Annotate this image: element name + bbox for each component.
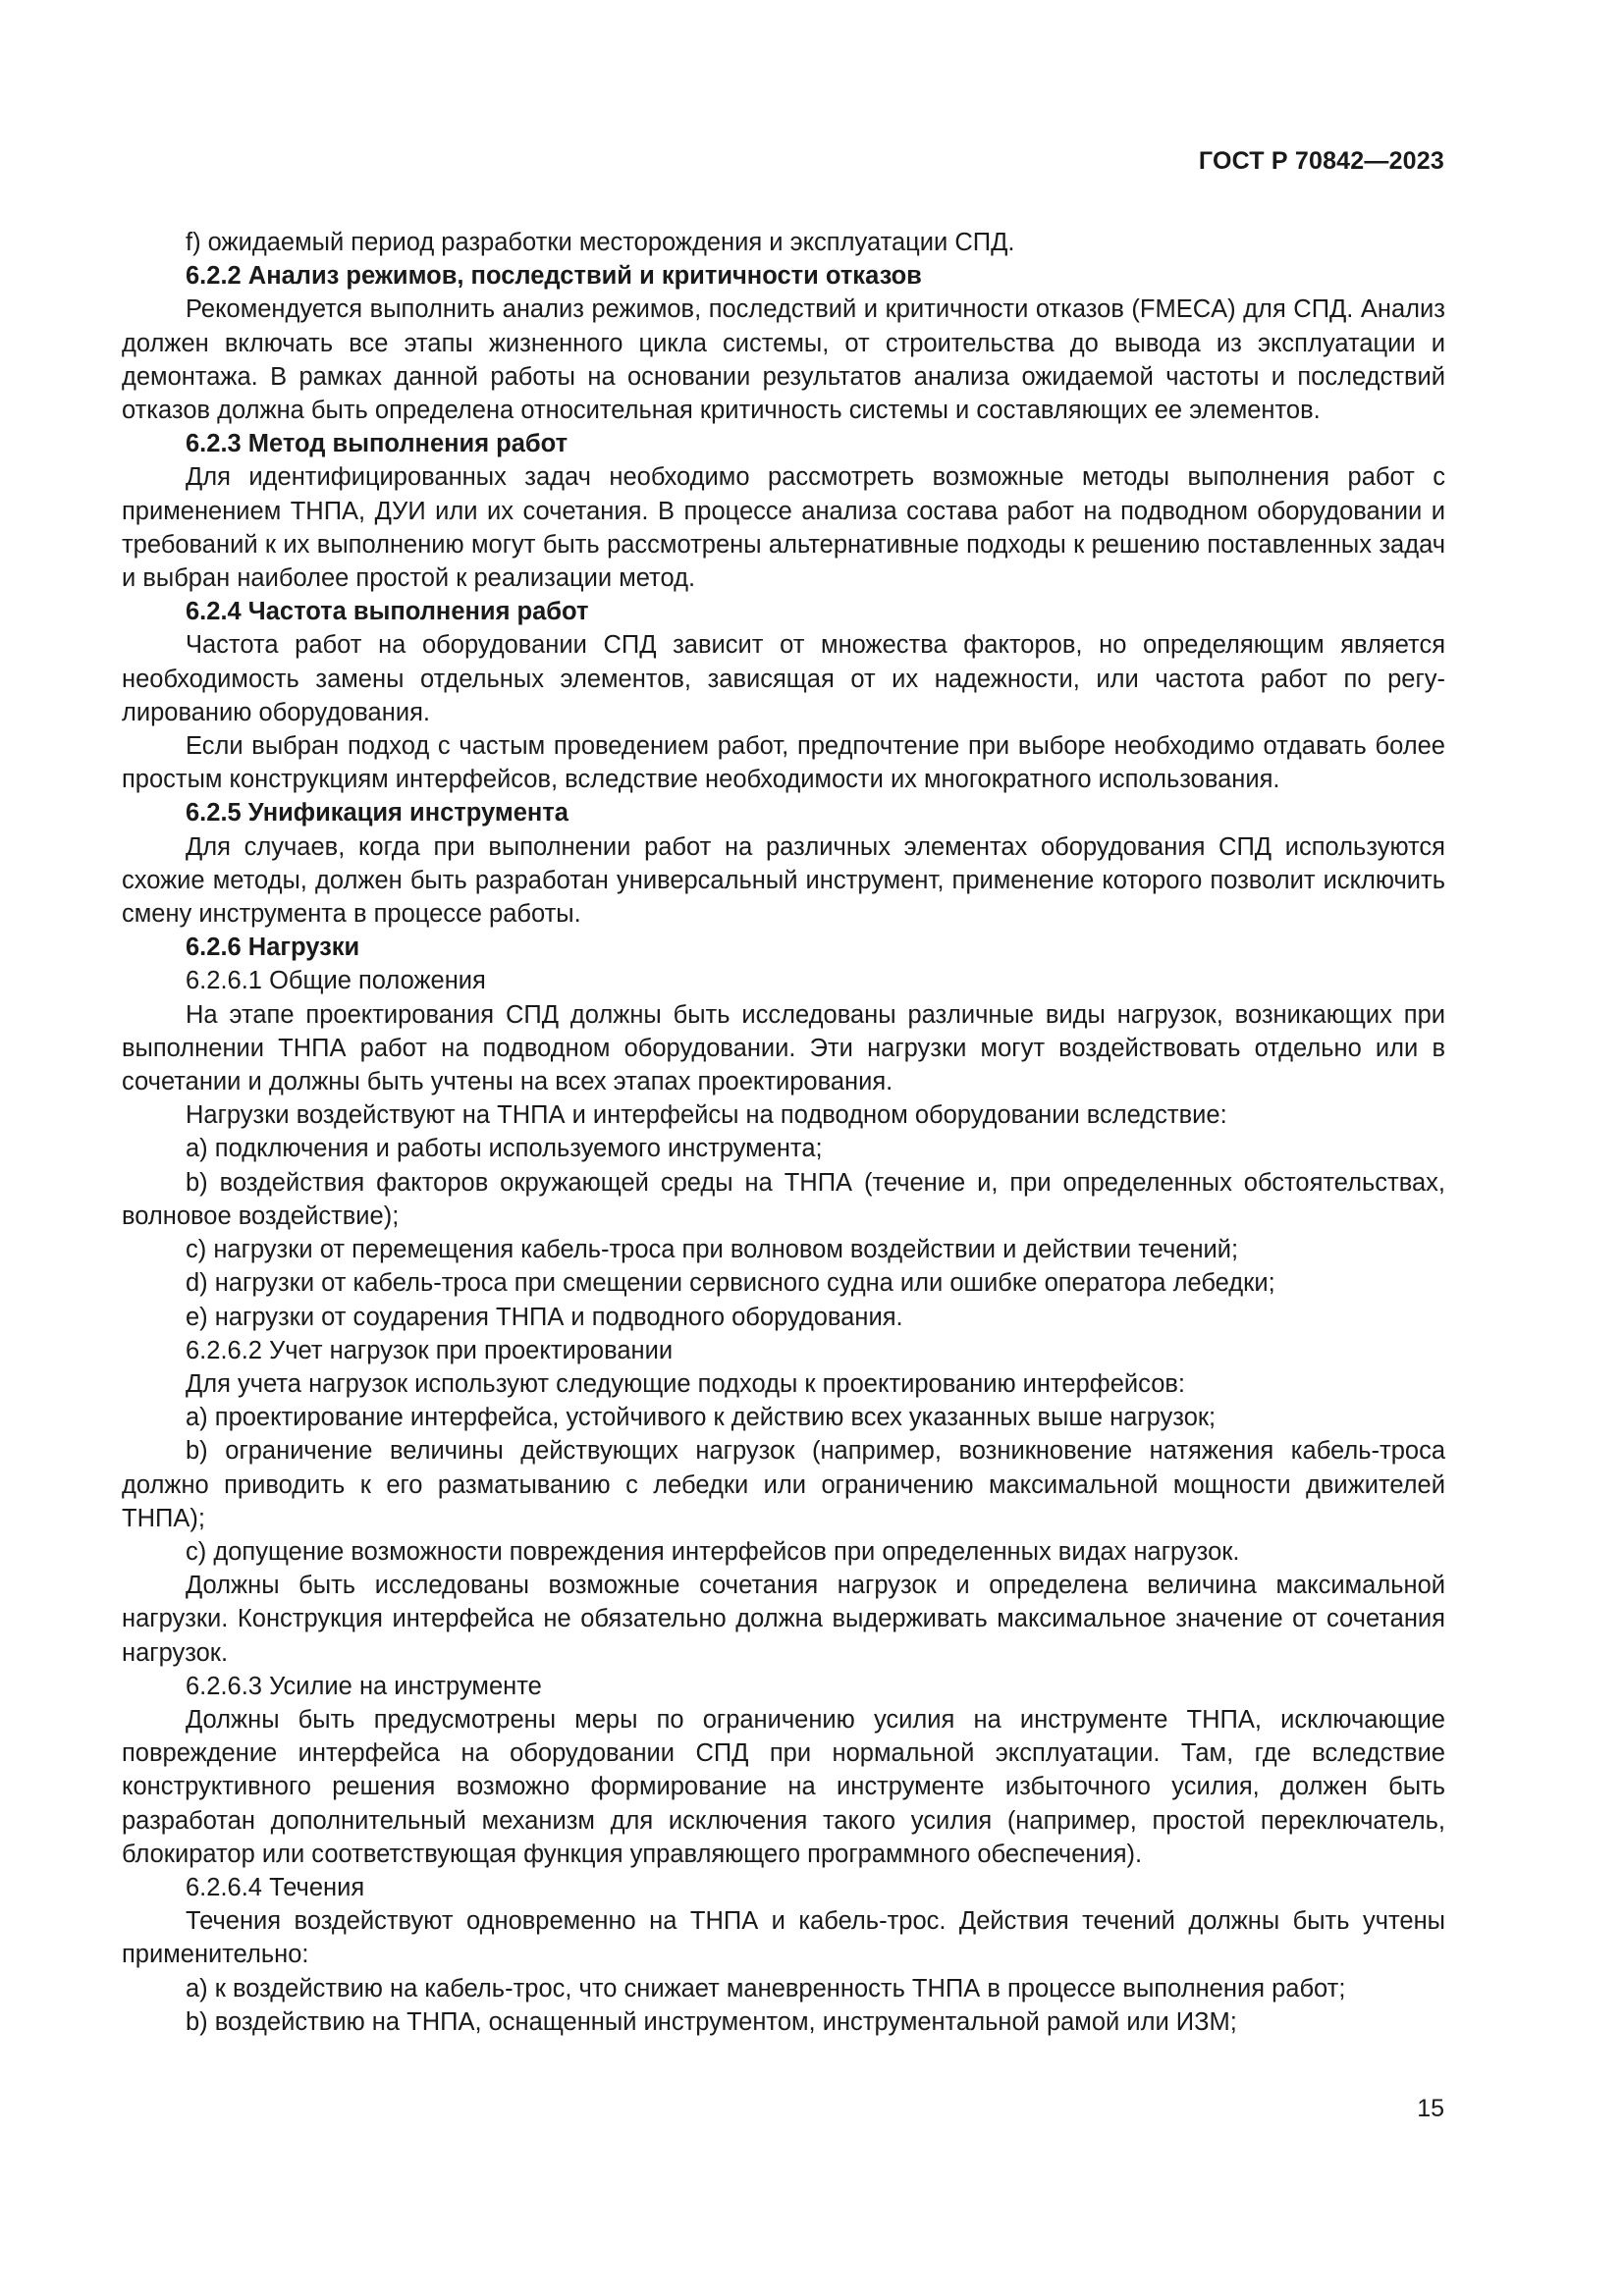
section-heading: 6.2.3 Метод выполнения работ bbox=[186, 430, 568, 458]
document-body bbox=[122, 226, 1445, 2039]
list-item: d) нагрузки от кабель-троса при смещении сервисного судна или ошибке оператора лебедки; bbox=[186, 1269, 1275, 1298]
paragraph: Частота работ на оборудовании СПД зависит от множества факторов, но определяющим является необходимость замены отдельных элементов, зависящая от их надежности, или частота работ по регулированию оборудования. bbox=[122, 631, 1445, 726]
paragraph: Должны быть предусмотрены меры по ограничению усилия на инструменте ТНПА, исключающие повреждение интерфейса на оборудовании СПД при нормальной эксплуатации. Там, где вследствие конструктивного решения возможно формирование на инструменте избыточного усилия, должен быть разработан дополнительный механизм для исключения такого усилия (например, простой переключатель, блокиратор или соответствующая функция управляющего программного обеспечения). bbox=[122, 1705, 1445, 1868]
paragraph: Для учета нагрузок используют следующие подходы к проектированию интерфейсов: bbox=[186, 1369, 1186, 1398]
list-item: e) нагрузки от соударения ТНПА и подводного оборудования. bbox=[186, 1303, 903, 1331]
paragraph: f) ожидаемый период разработки месторождения и эксплуатации СПД. bbox=[186, 229, 1015, 256]
section-heading: 6.2.5 Унификация инструмента bbox=[186, 799, 568, 828]
list-item: a) проектирование интерфейса, устойчивого к действию всех указанных выше нагрузок; bbox=[186, 1404, 1217, 1432]
list-item: c) допущение возможности повреждения интерфейсов при определенных видах нагрузок. bbox=[186, 1537, 1240, 1566]
list-item: b) ограничение величины действующих нагрузок (например, возникновение натяжения кабель-троса должно приводить к его разматыванию с лебедки или ограничению максимальной мощности движителей ТНПА); bbox=[122, 1437, 1445, 1532]
paragraph: Течения воздействуют одновременно на ТНПА и кабель-трос. Действия течений должны быть учтены применительно: bbox=[122, 1907, 1445, 1969]
section-heading: 6.2.4 Частота выполнения работ bbox=[186, 598, 589, 626]
list-item: b) воздействия факторов окружающей среды на ТНПА (течение и, при определенных обстоятельствах, волновое воздействие); bbox=[122, 1168, 1445, 1230]
section-heading: 6.2.2 Анализ режимов, последствий и критичности отказов bbox=[186, 262, 922, 291]
subsection-heading: 6.2.6.4 Течения bbox=[186, 1873, 365, 1901]
subsection-heading: 6.2.6.2 Учет нагрузок при проектировании bbox=[186, 1336, 674, 1364]
subsection-heading: 6.2.6.1 Общие положения bbox=[186, 967, 486, 995]
paragraph: Для случаев, когда при выполнении работ на различных элементах оборудования СПД используются схожие методы, должен быть разработан универсальный инструмент, применение которого позволит исключить смену инструмента в процессе работы. bbox=[122, 832, 1445, 929]
list-item: a) к воздействию на кабель-трос, что снижает маневренность ТНПА в процессе выполнения работ; bbox=[186, 1974, 1346, 2002]
paragraph: На этапе проектирования СПД должны быть исследованы различные виды нагрузок, возникающих при выполнении ТНПА работ на подводном оборудовании. Эти нагрузки могут воздействовать отдельно или в сочетании и должны быть учтены на всех этапах проектирования. bbox=[122, 1000, 1445, 1096]
paragraph: Рекомендуется выполнить анализ режимов, последствий и критичности отказов (FMECA) для СПД. Анализ должен включать все этапы жизненного цикла системы, от строительства до вывода из эксплуатации и демонтажа. В рамках данной работы на основании результатов анализа ожидаемой частоты и последствий отказов должна быть определена относительная критичность системы и составляющих ее элементов. bbox=[122, 295, 1445, 425]
paragraph: Для идентифицированных задач необходимо рассмотреть возможные методы выполнения работ с применением ТНПА, ДУИ или их сочетания. В процессе анализа состава работ на подводном оборудовании и требований к их выполнению могут быть рассмотрены альтернативные подходы к решению поставленных задач и выбран наиболее простой к реализации метод. bbox=[122, 463, 1445, 593]
paragraph: Нагрузки воздействуют на ТНПА и интерфейсы на подводном оборудовании вследствие: bbox=[186, 1101, 1227, 1130]
paragraph: Если выбран подход с частым проведением работ, предпочтение при выборе необходимо отдавать более простым конструкциям интерфейсов, вследствие необходимости их многократного использования. bbox=[122, 732, 1445, 794]
list-item: a) подключения и работы используемого инструмента; bbox=[186, 1135, 823, 1163]
list-item: c) нагрузки от перемещения кабель-троса при волновом воздействии и действии течений; bbox=[186, 1236, 1239, 1264]
section-heading: 6.2.6 Нагрузки bbox=[186, 934, 360, 962]
page-number: 15 bbox=[1417, 2095, 1444, 2122]
paragraph: Должны быть исследованы возможные сочетания нагрузок и определена величина максимальной нагрузки. Конструкция интерфейса не обязательно должна выдерживать максимальное значение от сочетания нагрузок. bbox=[122, 1572, 1445, 1667]
list-item: b) воздействию на ТНПА, оснащенный инструментом, инструментальной рамой или ИЗМ; bbox=[186, 2007, 1237, 2036]
subsection-heading: 6.2.6.3 Усилие на инструменте bbox=[186, 1672, 542, 1700]
document-header: ГОСТ Р 70842—2023 bbox=[1198, 147, 1444, 175]
